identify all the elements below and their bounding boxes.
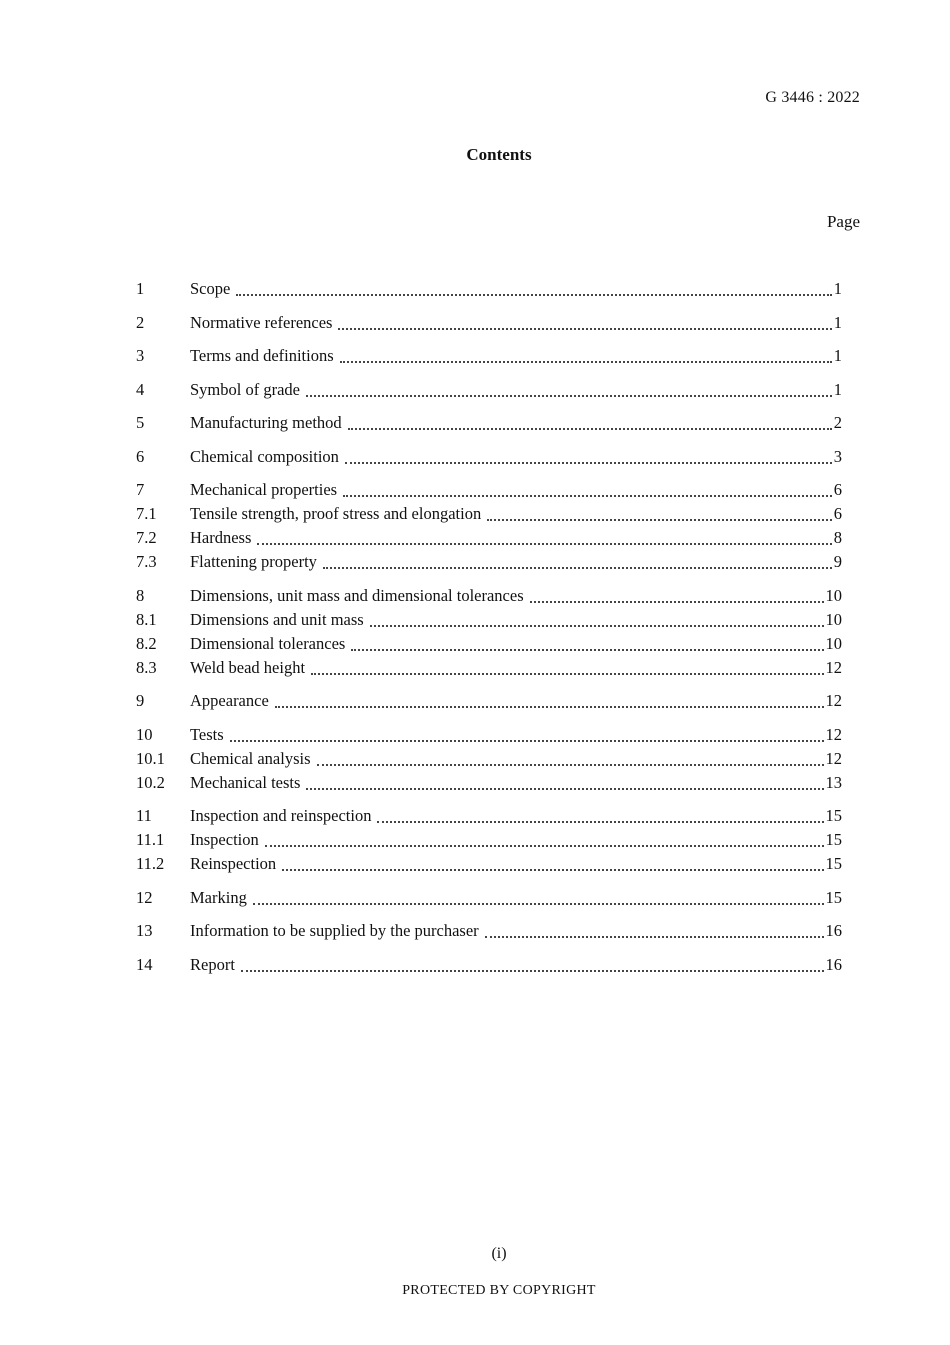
toc-entry-number: 9 — [136, 691, 145, 710]
toc-entry-title: Inspection — [190, 830, 259, 849]
toc-entry-page: 1 — [833, 379, 842, 399]
page-folio: (i) — [491, 1245, 507, 1262]
toc-entry-number: 10 — [136, 724, 153, 744]
toc-entry-title: Dimensions and unit mass — [190, 609, 364, 629]
toc-entry[interactable] — [136, 344, 842, 368]
toc-entry-title: Scope — [190, 279, 231, 298]
dot-leader — [236, 294, 831, 296]
toc-entry[interactable] — [136, 747, 842, 771]
toc-entry-page: 8 — [833, 528, 842, 547]
toc-entry[interactable] — [136, 689, 842, 713]
toc-entry[interactable] — [136, 771, 842, 795]
toc-entry-page: 10 — [825, 585, 842, 605]
dot-leader — [317, 764, 824, 766]
toc-entry-title: Tensile strength, proof stress and elongation — [190, 504, 482, 523]
toc-entry-title: Mechanical properties — [190, 480, 338, 499]
toc-entry-number: 7.3 — [136, 552, 157, 571]
toc-entry[interactable] — [136, 632, 842, 656]
toc-entry[interactable] — [136, 502, 842, 526]
toc-entry-page: 1 — [833, 312, 842, 332]
dot-leader — [275, 706, 824, 708]
page-title: Contents — [466, 145, 532, 164]
toc-entry-number: 7.2 — [136, 528, 157, 547]
toc-entry-page: 16 — [825, 954, 842, 974]
toc-entry-page: 13 — [825, 772, 842, 792]
toc-entry-page: 9 — [833, 552, 842, 571]
toc-entry[interactable] — [136, 804, 842, 828]
toc-entry-title: Reinspection — [190, 854, 277, 873]
dot-leader — [306, 395, 832, 397]
dot-leader — [343, 495, 832, 497]
table-of-contents — [136, 277, 842, 977]
dot-leader — [530, 601, 824, 603]
dot-leader — [323, 567, 832, 569]
toc-entry[interactable] — [136, 526, 842, 550]
toc-entry-page: 15 — [825, 806, 842, 825]
toc-entry-page: 10 — [825, 609, 842, 629]
copyright-notice: PROTECTED BY COPYRIGHT — [402, 1283, 596, 1298]
toc-entry-title: Marking — [190, 887, 247, 907]
toc-entry-number: 14 — [136, 954, 153, 974]
toc-entry[interactable] — [136, 886, 842, 910]
dot-leader — [311, 673, 823, 675]
toc-entry[interactable] — [136, 411, 842, 435]
toc-entry-page: 1 — [833, 346, 842, 365]
toc-entry-page: 16 — [825, 921, 842, 940]
toc-entry-title: Dimensional tolerances — [190, 633, 346, 653]
toc-entry[interactable] — [136, 478, 842, 502]
toc-entry-title: Information to be supplied by the purchaser — [190, 921, 479, 940]
toc-entry-page: 15 — [825, 854, 842, 873]
toc-entry-number: 12 — [136, 887, 153, 907]
dot-leader — [351, 649, 823, 651]
toc-entry[interactable] — [136, 608, 842, 632]
toc-entry-title: Inspection and reinspection — [190, 806, 372, 825]
toc-entry-title: Tests — [190, 724, 224, 744]
dot-leader — [253, 903, 824, 905]
toc-entry-number: 2 — [136, 312, 145, 332]
toc-entry-number: 1 — [136, 279, 145, 298]
toc-entry-title: Normative references — [190, 312, 333, 332]
toc-entry-number: 8.1 — [136, 609, 157, 629]
toc-entry-title: Report — [190, 954, 235, 974]
toc-entry[interactable] — [136, 919, 842, 943]
toc-entry[interactable] — [136, 656, 842, 680]
toc-entry-title: Chemical analysis — [190, 748, 311, 768]
dot-leader — [282, 869, 823, 871]
dot-leader — [306, 788, 823, 790]
toc-entry-number: 5 — [136, 413, 145, 432]
toc-entry-number: 11 — [136, 806, 152, 825]
dot-leader — [370, 625, 824, 627]
dot-leader — [345, 462, 832, 464]
dot-leader — [230, 740, 824, 742]
dot-leader — [348, 428, 832, 430]
toc-entry-page: 3 — [833, 446, 842, 466]
dot-leader — [338, 328, 831, 330]
toc-entry-page: 15 — [825, 887, 842, 907]
toc-entry-title: Weld bead height — [190, 657, 306, 677]
toc-entry-title: Mechanical tests — [190, 772, 301, 792]
toc-entry-title: Manufacturing method — [190, 413, 342, 432]
dot-leader — [340, 361, 832, 363]
toc-entry-title: Dimensions, unit mass and dimensional tolerances — [190, 585, 524, 605]
toc-entry-page: 6 — [833, 480, 842, 499]
toc-entry-number: 11.1 — [136, 830, 165, 849]
document-code: G 3446 : 2022 — [765, 89, 860, 106]
toc-entry-number: 6 — [136, 446, 145, 466]
toc-entry-page: 12 — [825, 748, 842, 768]
toc-entry-title: Hardness — [190, 528, 252, 547]
dot-leader — [487, 519, 832, 521]
toc-entry-number: 4 — [136, 379, 145, 399]
toc-entry-title: Chemical composition — [190, 446, 339, 466]
toc-entry[interactable] — [136, 953, 842, 977]
dot-leader — [377, 821, 823, 823]
toc-entry[interactable] — [136, 723, 842, 747]
toc-entry[interactable] — [136, 550, 842, 574]
page-column-label: Page — [826, 212, 860, 231]
dot-leader — [241, 970, 824, 972]
toc-entry-number: 10.2 — [136, 772, 165, 792]
toc-entry-page: 10 — [825, 633, 842, 653]
toc-entry-page: 2 — [833, 413, 842, 432]
toc-entry-number: 3 — [136, 346, 145, 365]
toc-entry[interactable] — [136, 277, 842, 301]
toc-entry-number: 8 — [136, 585, 145, 605]
toc-entry-title: Symbol of grade — [190, 379, 300, 399]
toc-entry-page: 12 — [825, 724, 842, 744]
dot-leader — [257, 543, 831, 545]
toc-entry[interactable] — [136, 828, 842, 852]
toc-entry-number: 8.3 — [136, 657, 157, 677]
toc-entry-number: 7.1 — [136, 504, 157, 523]
toc-entry-number: 8.2 — [136, 633, 157, 653]
toc-entry[interactable] — [136, 378, 842, 402]
toc-entry-number: 13 — [136, 921, 153, 940]
toc-entry-page: 1 — [833, 279, 842, 298]
toc-entry-number: 7 — [136, 480, 145, 499]
toc-entry-page: 6 — [833, 504, 842, 523]
toc-entry-title: Appearance — [190, 691, 269, 710]
toc-entry-title: Flattening property — [190, 552, 317, 571]
toc-entry[interactable] — [136, 311, 842, 335]
toc-entry-number: 10.1 — [136, 748, 165, 768]
toc-entry[interactable] — [136, 445, 842, 469]
dot-leader — [485, 936, 824, 938]
toc-entry-page: 12 — [825, 657, 842, 677]
toc-entry[interactable] — [136, 584, 842, 608]
dot-leader — [265, 845, 824, 847]
toc-entry[interactable] — [136, 852, 842, 876]
toc-entry-number: 11.2 — [136, 854, 165, 873]
toc-entry-page: 15 — [825, 830, 842, 849]
toc-entry-title: Terms and definitions — [190, 346, 334, 365]
toc-entry-page: 12 — [825, 691, 842, 710]
